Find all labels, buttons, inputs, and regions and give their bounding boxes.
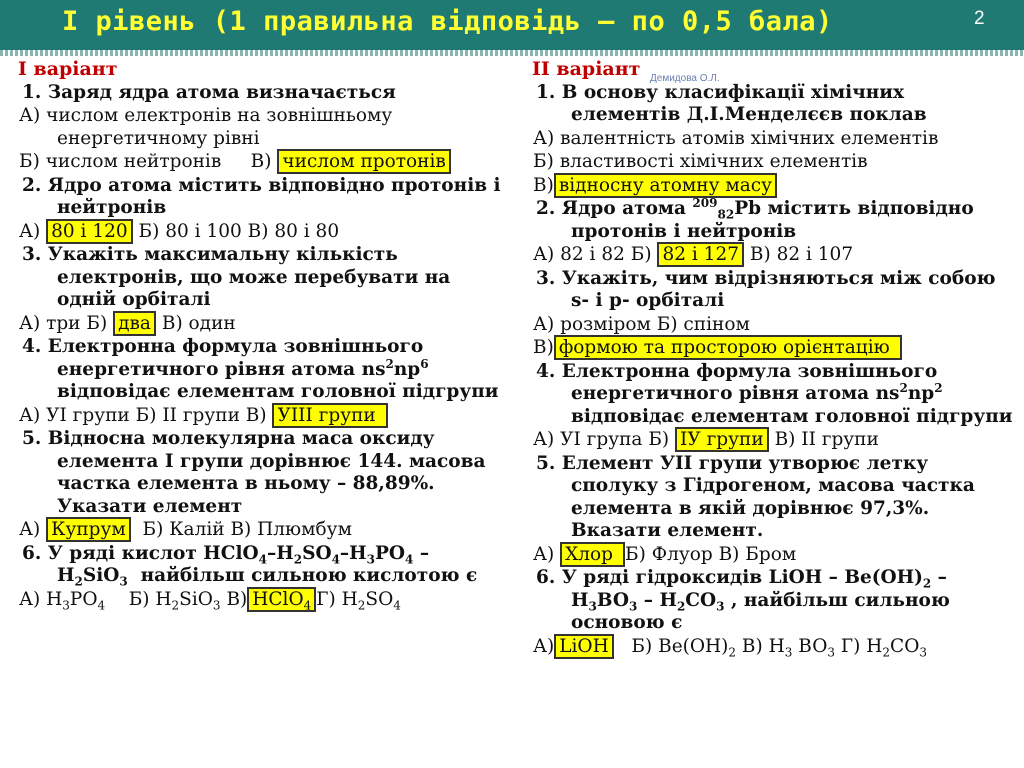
v2-q4-correct-answer: ІУ групи (675, 427, 769, 452)
sub-3: 3 (62, 598, 70, 613)
v2-q5-correct-answer: Хлор (560, 542, 625, 567)
slide-title: І рівень (1 правильна відповідь – по 0,5 бала) (62, 6, 833, 37)
formula-co: CO (685, 589, 717, 611)
formula-h: H (349, 542, 367, 564)
formula-so: SO (302, 542, 332, 564)
v2-q6-text: 6. У ряді гідроксидів LiOH – Be(OH) (536, 567, 923, 588)
v2-q1-option-a: А) валентність атомів хімічних елементів (533, 127, 939, 149)
v2-q3-options-ab: А) розміром Б) спіном (533, 313, 750, 335)
v1-q5-options (10, 519, 510, 542)
v2-q6-option-c: В) H (741, 635, 785, 657)
v2-q3-option-c-label: В) (533, 337, 554, 358)
v1-q1-correct-answer: числом протонів (277, 149, 450, 174)
v2-question-6 (524, 567, 1019, 635)
v1-question-6 (10, 543, 510, 588)
v1-q4-s-exp: 2 (385, 356, 394, 371)
variant-2-column (524, 58, 1019, 658)
v1-q6-option-d: Г) H (316, 588, 358, 610)
v2-q2-options (524, 244, 1019, 267)
sub-3: 3 (628, 599, 638, 614)
v1-q3-options (10, 313, 510, 336)
v1-q6-options (10, 589, 510, 612)
v2-q2-text: 2. Ядро атома (536, 198, 686, 219)
v1-q4-p-exp: 6 (420, 356, 429, 371)
sub-3: 3 (588, 599, 597, 614)
slide-header (0, 0, 1024, 50)
formula-po: PO (375, 542, 406, 564)
formula-h: H (276, 542, 294, 564)
sub-2: 2 (171, 598, 180, 613)
v1-q3-option-ab: А) три Б) (19, 312, 108, 334)
sub-2: 2 (293, 552, 303, 567)
v1-q5-correct-answer: Купрум (46, 517, 131, 542)
v2-question-2 (524, 195, 1019, 243)
v1-question-5: 5. Відносна молекулярна маса оксиду елемента І групи дорівнює 144. масова частка елемента в ньому – 88,89%. Указати елемент (22, 428, 486, 517)
v1-q6-text: 6. У ряді кислот (22, 542, 197, 564)
v1-q2-correct-answer: 80 і 120 (46, 219, 133, 244)
sub-4: 4 (331, 552, 340, 567)
v1-q4-text: 4. Електронна формула зовнішнього енергетичного рівня атома (22, 336, 424, 380)
v2-q6-option-d: Г) H (840, 635, 883, 657)
v1-q1-option-c-label: В) (250, 151, 272, 172)
v1-q6-option-a: А) H (19, 588, 63, 610)
formula-co: CO (890, 635, 920, 657)
v1-q4-options (10, 405, 510, 428)
variant-2-heading: ІІ варіант (532, 58, 641, 80)
v1-q3-correct-answer: два (113, 311, 156, 336)
v1-q4-text-end: відповідає елементам головної підгрупи (57, 381, 499, 402)
v2-q4-np: np (907, 383, 935, 404)
v1-question-3: 3. Укажіть максимальну кількість електронів, що може перебувати на одній орбіталі (22, 244, 451, 310)
sub-3: 3 (212, 598, 221, 613)
v1-q5-option-a-label: А) (19, 519, 41, 540)
formula-hclo: HClO (203, 542, 259, 564)
variant-1-column (10, 58, 510, 611)
v1-q1-options-bc (10, 151, 510, 174)
formula-bo: BO (792, 635, 828, 657)
v2-q4-option-a: А) УІ група Б) (533, 429, 670, 450)
v1-question-4 (10, 336, 510, 404)
v2-q4-text-end: відповідає елементам головної підгрупи (571, 405, 1013, 427)
v2-q5-options (524, 544, 1019, 567)
v2-question-4 (524, 361, 1019, 429)
mass-number: 209 (692, 195, 718, 210)
v1-q4-np: np (393, 358, 421, 380)
v1-question-1: 1. Заряд ядра атома визначається (22, 81, 396, 103)
sub-3: 3 (919, 645, 928, 660)
v1-q4-ns: ns (361, 358, 386, 380)
v2-q3-correct-answer: формою та просторою орієнтацію (554, 335, 902, 360)
v1-question-2: 2. Ядро атома містить відповідно протонів і нейтронів (22, 174, 501, 218)
v2-q5-option-a-label: А) (533, 543, 555, 565)
v2-q4-p-exp: 2 (934, 380, 943, 395)
v2-question-1: 1. В основу класифікації хімічних елементів Д.І.Менделєєв поклав (536, 81, 927, 125)
sub-3: 3 (784, 645, 793, 660)
sub-4: 4 (405, 552, 414, 567)
v1-q4-correct-answer: УІІІ групи (272, 403, 387, 428)
v2-q3-option-c (524, 337, 1019, 360)
dash: – (266, 542, 277, 564)
author-note: Демидова О.Л. (650, 73, 720, 84)
v1-q4-option-ab: А) УІ групи Б) ІІ групи В) (19, 404, 267, 426)
sub-3: 3 (827, 645, 836, 660)
v2-q2-option-c: В) 82 і 107 (749, 244, 854, 265)
v1-q2-option-a-label: А) (19, 220, 41, 242)
formula-sio: SiO (179, 588, 213, 610)
v2-q6-text-end: , найбільш сильною основою є (571, 589, 950, 633)
v2-q4-s-exp: 2 (899, 380, 908, 395)
sub-2: 2 (728, 645, 737, 660)
formula-so: SO (365, 588, 394, 610)
v2-q4-options (524, 429, 1019, 452)
v2-q6-correct-answer: LiOH (554, 634, 614, 659)
v2-q1-option-c-label: В) (533, 174, 554, 196)
formula-sio: SiO (82, 565, 120, 586)
v2-q1-option-c (524, 175, 1019, 198)
v2-q6-option-b: Б) Be(OH) (631, 635, 729, 657)
sub-3: 3 (366, 552, 376, 567)
header-stripes (0, 50, 1024, 56)
v2-q4-text: 4. Електронна формула зовнішнього енергетичного рівня атома ns (536, 360, 938, 404)
sub-4: 4 (303, 598, 312, 613)
v2-q1-correct-answer: відносну атомну масу (554, 173, 777, 198)
slide-number: 2 (974, 8, 985, 29)
dash: – (339, 542, 350, 564)
v2-question-5: 5. Елемент УІІ групи утворює летку сполуку з Гідрогеном, масова частка елемента в якій дорівнює 97,3%. Вказати елемент. (536, 452, 975, 541)
formula-bo: BO (596, 589, 629, 611)
v1-q1-option-b: Б) числом нейтронів (19, 151, 222, 172)
sub-4: 4 (97, 598, 106, 613)
v1-q2-options (10, 221, 510, 244)
v2-q2-correct-answer: 82 і 127 (657, 242, 744, 267)
sub-3: 3 (119, 574, 128, 589)
v2-q2-option-a: А) 82 і 82 Б) (533, 244, 652, 265)
v1-q6-correct-answer (247, 587, 316, 612)
sub-2: 2 (922, 576, 932, 591)
v1-q6-text-end: найбільш сильною кислотою є (140, 565, 478, 586)
formula-hclo: HClO (252, 588, 304, 610)
sub-4: 4 (393, 598, 401, 613)
v2-question-3: 3. Укажіть, чим відрізняються між собою s- і p- орбіталі (536, 267, 996, 311)
sub-4: 4 (258, 552, 267, 567)
v2-q6-option-a-label: А) (533, 635, 555, 657)
dash-h: – H (571, 567, 947, 611)
formula-po: PO (69, 588, 98, 610)
v1-q1-option-a: А) числом електронів на зовнішньому енергетичному рівні (19, 105, 393, 149)
sub-2: 2 (676, 599, 686, 614)
sub-2: 2 (74, 574, 83, 589)
v2-q2-text-end: Pb містить відповідно протонів і нейтронів (571, 198, 974, 242)
variant-1-heading: І варіант (18, 58, 118, 80)
v2-q1-option-b: Б) властивості хімічних елементів (533, 151, 868, 172)
sub-2: 2 (357, 598, 366, 613)
v1-q2-other-options: Б) 80 і 100 В) 80 і 80 (138, 220, 340, 242)
dash-h: – H (637, 589, 677, 611)
v2-q4-option-c: В) ІІ групи (774, 429, 879, 450)
v1-q5-other-options: Б) Калій В) Плюмбум (142, 519, 352, 540)
v1-q6-option-b: Б) H (128, 588, 172, 610)
v1-q6-option-c-label: В) (226, 588, 248, 610)
v2-q6-options (524, 636, 1019, 659)
sub-2: 2 (882, 645, 891, 660)
formula-h: H (57, 565, 75, 586)
sub-3: 3 (716, 599, 725, 614)
atomic-number: 82 (717, 207, 735, 222)
v1-q3-option-c: В) один (161, 312, 236, 334)
v2-q5-other-options: Б) Флуор В) Бром (625, 543, 797, 565)
dash: – (419, 542, 430, 564)
